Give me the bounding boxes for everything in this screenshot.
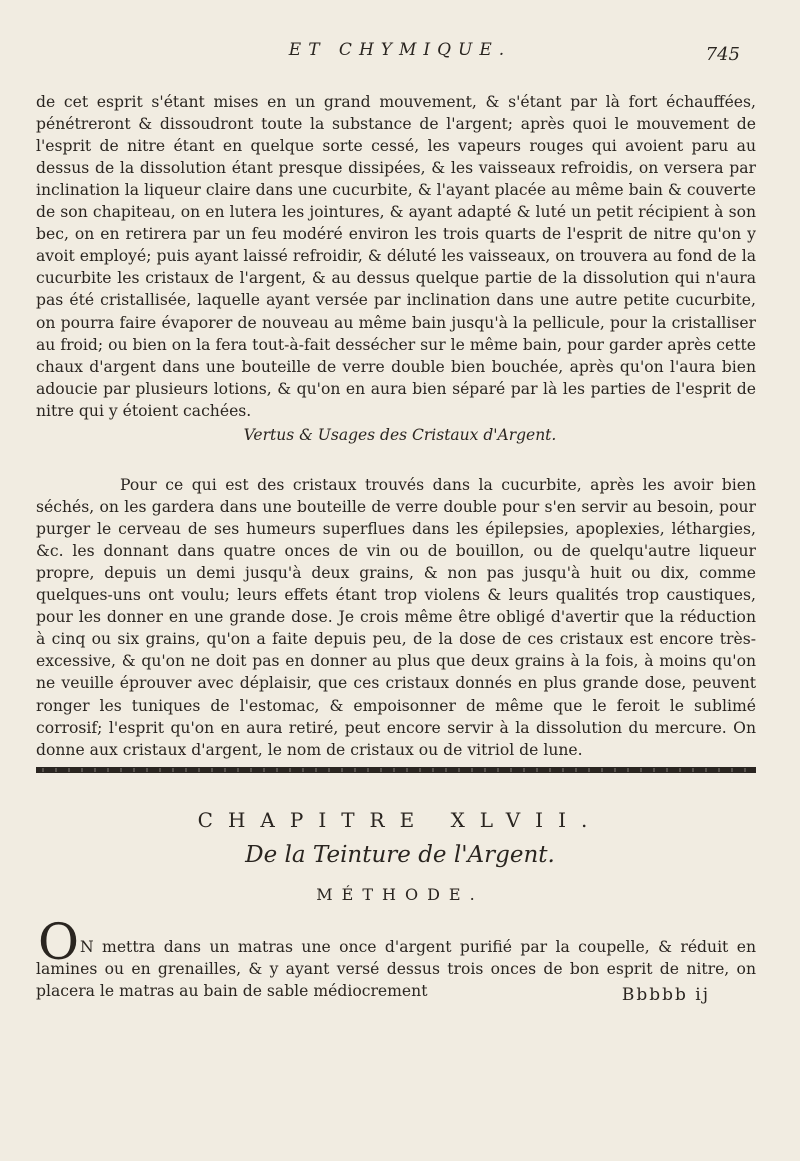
running-head: ET CHYMIQUE. [288, 40, 512, 60]
ornament-rule [36, 767, 756, 773]
paragraph-2: Pour ce qui est des cristaux trouvés dans la cucurbite, après les avoir bien séchés, on les gardera dans une bouteille de verre double pour s'en servir au besoin, pour purger le cerveau de ses humeurs superflues dans les épilepsies, apoplexies, léthargies, &c. les donnant dans quatre onces de vin ou de bouillon, ou de quelqu'autre liqueur propre, depuis un demi jusqu'à deux grains, & non pas jusqu'à huit ou dix, comme quelques-uns ont voulu; leurs effets étant trop violens & leurs qualités trop caustiques, pour les donner en une grande dose. Je crois même être obligé d'avertir que la réduction à cinq ou six grains, qu'on a faite depuis peu, de la dose de ces cristaux est encore très-excessive, & qu'on ne doit pas en donner au plus que deux grains à la fois, à moins qu'on ne veuille éprouver avec déplaisir, que ces cristaux donnés en plus grande dose, peuvent ronger les tuniques de l'estomac, & empoisonner de même que le feroit le sublimé corrosif; l'esprit qu'on en aura retiré, peut encore servir à la dissolution du mercure. On donne aux cristaux d'argent, le nom de cristaux ou de vitriol de lune. [36, 475, 756, 759]
chapter-title: CHAPITRE XLVII. [197, 808, 603, 832]
drop-cap: O [38, 913, 79, 971]
page-number: 745 [705, 44, 740, 65]
chapter-subtitle: De la Teinture de l'Argent. [245, 842, 555, 868]
method-heading: MÉTHODE. [316, 885, 484, 904]
section-heading: Vertus & Usages des Cristaux d'Argent. [243, 426, 557, 444]
paragraph-1: de cet esprit s'étant mises en un grand mouvement, & s'étant par là fort échauffées, pénétreront & dissoudront toute la substance de l'argent; après quoi le mouvement de l'esprit de nitre étant en quelque sorte cessé, les vapeurs rouges qui avoient paru au dessus de la dissolution étant presque dissipées, & les vaisseaux refroidis, on versera par inclination la liqueur claire dans une cucurbite, & l'ayant placée au même bain & couverte de son chapiteau, on en lutera les jointures, & ayant adapté & luté un petit récipient à son bec, on en retirera par un feu modéré environ les trois quarts de l'esprit de nitre qu'on y avoit employé; puis ayant laissé refroidir, & déluté les vaisseaux, on trouvera au fond de la cucurbite les cristaux de l'argent, & au dessus quelque partie de la dissolution qui n'aura pas été cristallisée, laquelle ayant versée par inclination dans une autre petite cucurbite, on pourra faire évaporer de nouveau au même bain jusqu'à la pellicule, pour la cristalliser au froid; ou bien on la fera tout-à-fait dessécher sur le même bain, pour garder après cette chaux d'argent dans une bouteille de verre double bien bouchée, après qu'on l'aura bien adoucie par plusieurs lotions, & qu'on en aura bien séparé par là les parties de l'esprit de nitre qui y étoient cachées. [36, 92, 756, 420]
signature-mark: Bbbbb ij [621, 985, 710, 1005]
paragraph-3-text: N mettra dans un matras une once d'argent purifié par la coupelle, & réduit en lamines ou en grenailles, & y ayant versé dessus trois onces de bon esprit de nitre, on placera le matras au bain de sable médiocrement [36, 937, 756, 1000]
